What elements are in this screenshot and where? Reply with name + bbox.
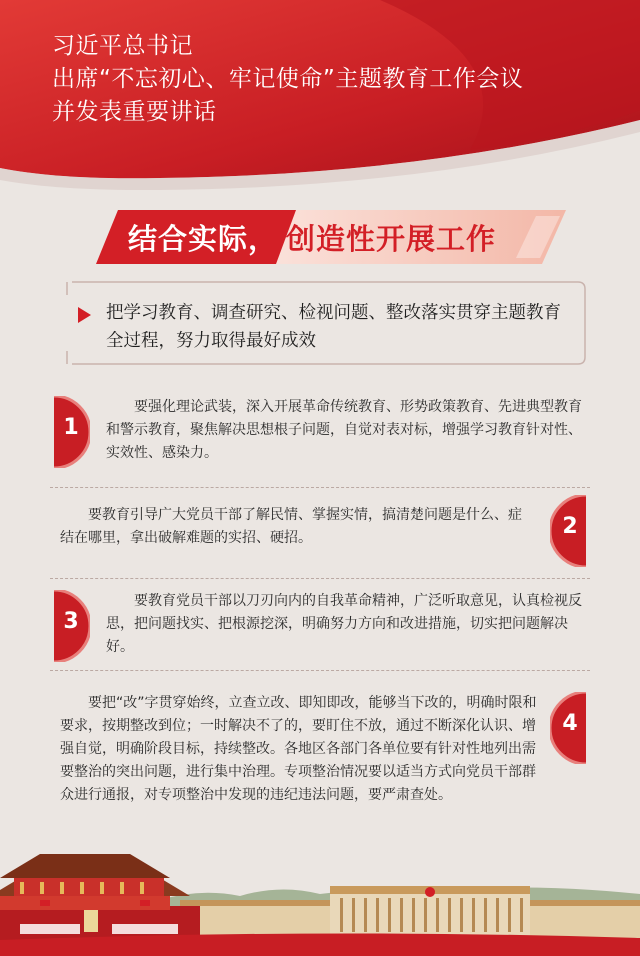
header-title: [52, 30, 523, 129]
list-item-2-text: 要教育引导广大党员干部了解民情、掌握实情，搞清楚问题是什么、症结在哪里，拿出破解难题的实招、硬招。: [60, 507, 522, 546]
number-badge-3: [50, 590, 90, 662]
header-line-3: 并发表重要讲话: [52, 99, 217, 125]
list-item-4-text: 要把“改”字贯穿始终，立查立改、即知即改，能够当下改的，明确时限和要求，按期整改到位；一时解决不了的，要盯住不放，通过不断深化认识、增强自觉，明确阶段目标，持续整改。各地区各部门各单位要有针对性地列出需要整治的突出问题，进行集中治理。专项整治情况要以适当方式向党员干部群众进行通报，对专项整治中发现的违纪违法问题，要严肃查处。: [60, 695, 537, 803]
number-badge-4-label: 4: [562, 711, 578, 736]
summary-box: [66, 281, 586, 365]
number-badge-2-label: 2: [562, 514, 578, 539]
number-badge-3-label: 3: [63, 609, 79, 634]
play-arrow-icon: [78, 307, 91, 323]
number-badge-4: [550, 692, 590, 764]
header-line-2: 出席“不忘初心、牢记使命”主题教育工作会议: [52, 66, 524, 92]
section-title: [96, 206, 566, 268]
divider-3: [50, 670, 590, 671]
number-badge-1: [50, 396, 90, 468]
divider-1: [50, 487, 590, 488]
number-badge-2: [550, 495, 590, 567]
header-line-1: 习近平总书记: [52, 33, 193, 59]
section-title-part-1: 结合实际，: [128, 222, 279, 256]
tiananmen-skyline-illustration: [0, 820, 640, 956]
list-item-3-text: 要教育党员干部以刀刃向内的自我革命精神，广泛听取意见，认真检视反思，把问题找实、把根源挖深，明确努力方向和改进措施，切实把问题解决好。: [106, 593, 582, 655]
section-title-part-2: 创造性开展工作: [286, 222, 497, 256]
divider-2: [50, 578, 590, 579]
summary-text: 把学习教育、调查研究、检视问题、整改落实贯穿主题教育全过程，努力取得最好成效: [106, 303, 561, 351]
list-item-1-text: 要强化理论武装，深入开展革命传统教育、形势政策教育、先进典型教育和警示教育，聚焦解决思想根子问题，自觉对表对标，增强学习教育针对性、实效性、感染力。: [106, 399, 582, 461]
number-badge-1-label: 1: [63, 415, 79, 440]
